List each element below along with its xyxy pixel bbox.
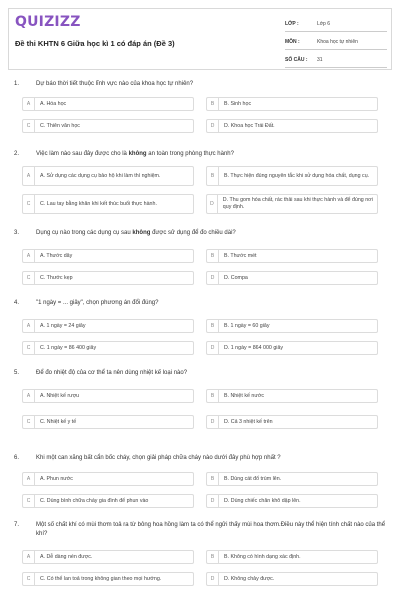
- option-text: C. 1 ngày = 86 400 giây: [40, 344, 97, 351]
- option-a[interactable]: [22, 166, 194, 186]
- question-1: [14, 80, 386, 89]
- option-a[interactable]: [22, 389, 194, 403]
- option-text: A. Phun nước: [40, 475, 73, 482]
- option-letter: A: [23, 167, 35, 185]
- option-text: C. Lau tay bằng khăn khi kết thúc buổi thực hành.: [40, 200, 157, 207]
- option-letter: B: [207, 551, 219, 563]
- question-text: Khi một can xăng bất cẩn bốc cháy, chọn giải pháp chữa cháy nào dưới đây phù hợp nhất ?: [36, 455, 281, 461]
- option-letter: C: [23, 272, 35, 284]
- option-text: A. Nhiệt kế rượu: [40, 392, 80, 399]
- option-letter: B: [207, 98, 219, 110]
- option-text: D. Khoa học Trái Đất.: [224, 122, 275, 129]
- option-text: D. Dùng chiếc chăn khô dập lên.: [224, 497, 301, 504]
- question-7: [14, 521, 386, 539]
- option-letter: B: [207, 320, 219, 332]
- option-text: A. Sử dụng các dụng cụ bảo hộ khi làm thí nghiệm.: [40, 172, 161, 179]
- option-letter: D: [207, 573, 219, 585]
- option-letter: C: [23, 495, 35, 507]
- option-b[interactable]: [206, 97, 378, 111]
- option-d[interactable]: [206, 494, 378, 508]
- option-text: D. Compa: [224, 274, 248, 281]
- option-letter: C: [23, 120, 35, 132]
- question-text: Dụng cụ nào trong các dụng cụ sau không được sử dụng để đo chiều dài?: [36, 230, 236, 236]
- option-text: D. 1 ngày = 864 000 giây: [224, 344, 284, 351]
- option-c[interactable]: [22, 415, 194, 429]
- option-c[interactable]: [22, 271, 194, 285]
- option-c[interactable]: [22, 572, 194, 586]
- option-text: C. Dùng bình chữa cháy gia đình để phun vào: [40, 497, 149, 504]
- option-a[interactable]: [22, 550, 194, 564]
- meta-label: MÔN :: [285, 38, 300, 45]
- option-d[interactable]: [206, 194, 378, 214]
- question-5: [14, 369, 386, 378]
- question-number: 3.: [14, 230, 20, 236]
- option-d[interactable]: [206, 341, 378, 355]
- option-text: C. Có thể lan toả trong không gian theo mọi hướng.: [40, 575, 162, 582]
- option-letter: D: [207, 495, 219, 507]
- option-c[interactable]: [22, 119, 194, 133]
- option-letter: D: [207, 120, 219, 132]
- meta-label: LỚP :: [285, 20, 299, 27]
- question-text: Việc làm nào sau đây được cho là không an toàn trong phòng thực hành?: [36, 151, 234, 157]
- option-text: A. 1 ngày = 24 giây: [40, 322, 86, 329]
- option-letter: D: [207, 342, 219, 354]
- option-letter: D: [207, 272, 219, 284]
- quizizz-logo: QUIZIZZ: [15, 14, 81, 30]
- question-text: "1 ngày = ... giây", chọn phương án đổi đúng?: [36, 300, 159, 306]
- option-letter: A: [23, 473, 35, 485]
- option-letter: B: [207, 473, 219, 485]
- option-text: B. Dùng cát đổ trùm lên.: [224, 475, 282, 482]
- option-b[interactable]: [206, 249, 378, 263]
- option-letter: C: [23, 416, 35, 428]
- option-letter: A: [23, 98, 35, 110]
- option-d[interactable]: [206, 271, 378, 285]
- option-text: C. Thiên văn học: [40, 122, 80, 129]
- question-6: [14, 454, 386, 463]
- option-letter: D: [207, 416, 219, 428]
- meta-value: Lớp 6: [317, 20, 331, 27]
- option-letter: B: [207, 250, 219, 262]
- meta-value: Khoa học tự nhiên: [317, 38, 358, 45]
- question-number: 5.: [14, 370, 20, 376]
- option-letter: A: [23, 390, 35, 402]
- question-text: Dự báo thời tiết thuộc lĩnh vực nào của khoa học tự nhiên?: [36, 81, 194, 87]
- option-text: B. Sinh học: [224, 100, 252, 107]
- option-c[interactable]: [22, 341, 194, 355]
- option-b[interactable]: [206, 550, 378, 564]
- option-d[interactable]: [206, 572, 378, 586]
- option-a[interactable]: [22, 249, 194, 263]
- meta-label: SỐ CÂU :: [285, 56, 308, 63]
- question-text: Để đo nhiệt độ của cơ thể ta nên dùng nhiệt kế loại nào?: [36, 370, 188, 376]
- meta-row-subject: [285, 34, 387, 50]
- question-number: 7.: [14, 522, 20, 528]
- worksheet-header: [8, 8, 392, 70]
- option-letter: D: [207, 195, 218, 213]
- option-b[interactable]: [206, 389, 378, 403]
- option-letter: A: [23, 320, 35, 332]
- option-a[interactable]: [22, 97, 194, 111]
- option-text: B. Thước mét: [224, 252, 257, 259]
- option-text: B. Nhiệt kế nước: [224, 392, 264, 399]
- question-number: 4.: [14, 300, 20, 306]
- option-text: B. 1 ngày = 60 giây: [224, 322, 270, 329]
- meta-row-question-count: [285, 52, 387, 68]
- option-text: D. Không chảy được.: [224, 575, 275, 582]
- meta-row-class: [285, 16, 387, 32]
- option-letter: B: [207, 390, 219, 402]
- question-number: 2.: [14, 151, 20, 157]
- option-text: C. Thước kẹp: [40, 274, 73, 281]
- option-b[interactable]: [206, 319, 378, 333]
- option-text: B. Không có hình dạng xác định.: [224, 553, 301, 560]
- option-a[interactable]: [22, 319, 194, 333]
- option-b[interactable]: [206, 472, 378, 486]
- option-c[interactable]: [22, 194, 194, 214]
- option-letter: C: [23, 573, 35, 585]
- option-b[interactable]: [206, 166, 378, 186]
- question-number: 6.: [14, 455, 20, 461]
- option-d[interactable]: [206, 415, 378, 429]
- question-3: [14, 229, 386, 238]
- question-2: [14, 150, 386, 159]
- option-letter: A: [23, 551, 35, 563]
- option-text: A. Thước dây: [40, 252, 73, 259]
- worksheet-title: Đề thi KHTN 6 Giữa học kì 1 có đáp án (Đề 3): [15, 39, 175, 48]
- option-letter: B: [207, 167, 219, 185]
- option-text: D. Cả 3 nhiệt kế trên: [224, 418, 273, 425]
- question-4: [14, 299, 386, 308]
- question-text: Một số chất khí có mùi thơm toả ra từ bông hoa hồng làm ta có thể ngửi thấy mùi hoa thơm.Điều này thể hiện tính chất nào của thể khí?: [36, 522, 386, 537]
- option-letter: A: [23, 250, 35, 262]
- option-text: A. Dễ dàng nén được.: [40, 553, 93, 560]
- question-number: 1.: [14, 81, 20, 87]
- option-text: B. Thực hiện đúng nguyên tắc khi sử dụng hóa chất, dụng cụ.: [224, 172, 370, 179]
- option-a[interactable]: [22, 472, 194, 486]
- option-text: A. Hóa học: [40, 100, 67, 107]
- option-d[interactable]: [206, 119, 378, 133]
- meta-value: 31: [317, 56, 323, 63]
- worksheet-meta: [285, 16, 387, 70]
- option-letter: C: [23, 342, 35, 354]
- option-text: D. Thu gom hóa chất, rác thải sau khi thực hành và để đúng nơi quy định.: [222, 197, 373, 210]
- option-c[interactable]: [22, 494, 194, 508]
- option-text: C. Nhiệt kế y tế: [40, 418, 77, 425]
- option-letter: C: [23, 195, 35, 213]
